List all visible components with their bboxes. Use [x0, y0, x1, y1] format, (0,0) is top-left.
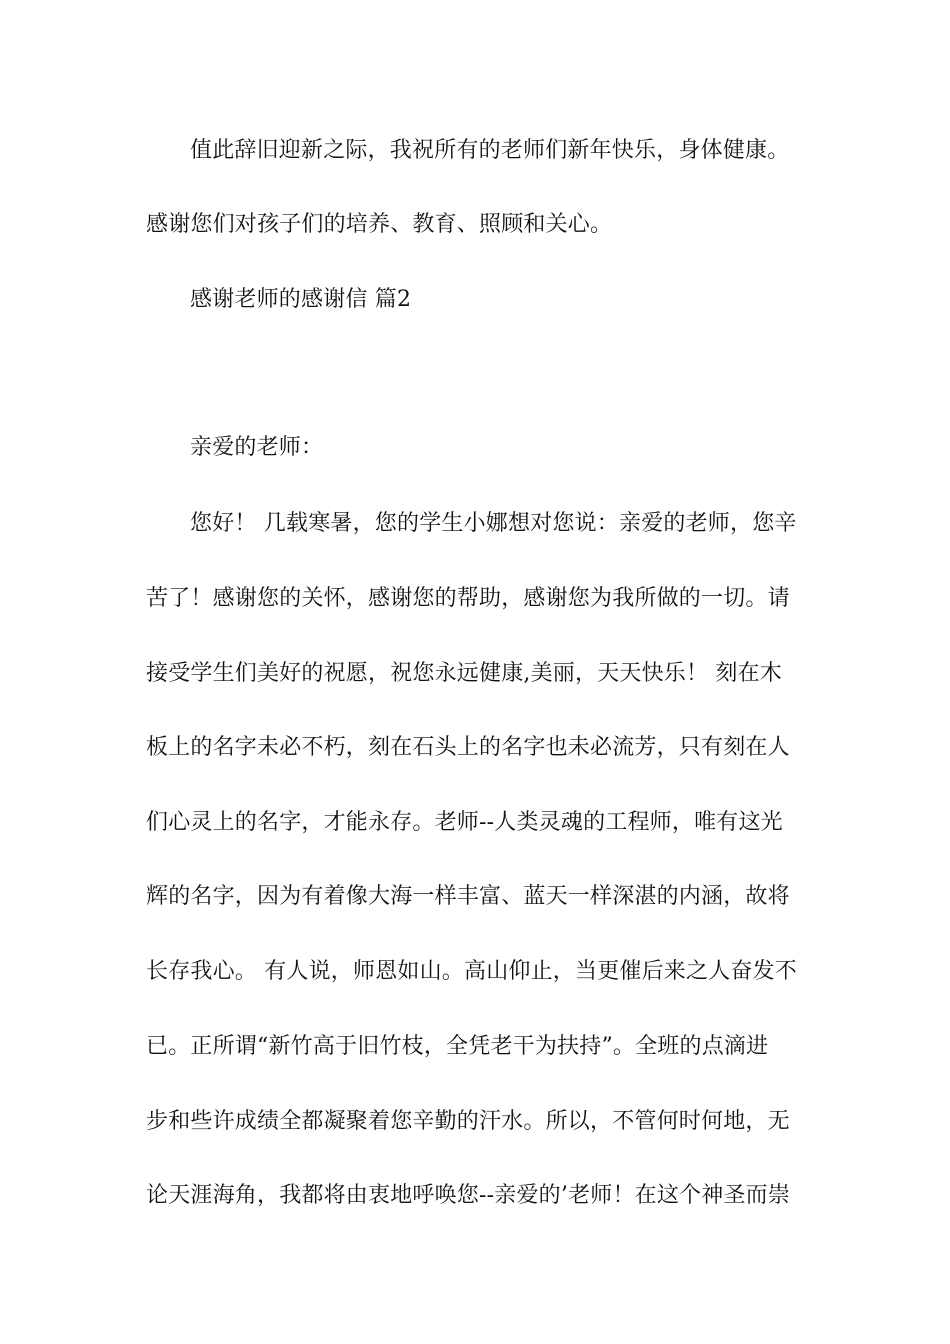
paragraph-line: 辉的名字，因为有着像大海一样丰富、蓝天一样深湛的内涵，故将: [146, 884, 790, 909]
paragraph-line: 值此辞旧迎新之际，我祝所有的老师们新年快乐，身体健康。: [190, 138, 790, 163]
salutation: 亲爱的老师：: [190, 435, 324, 460]
section-heading: 感谢老师的感谢信 篇2: [190, 287, 412, 312]
paragraph-line: 长存我心。 有人说，师恩如山。高山仰止，当更催后来之人奋发不: [146, 959, 797, 984]
paragraph-line: 板上的名字未必不朽，刻在石头上的名字也未必流芳，只有刻在人: [146, 735, 790, 760]
paragraph-line: 接受学生们美好的祝愿，祝您永远健康,美丽，天天快乐！ 刻在木: [146, 661, 782, 686]
paragraph-line: 们心灵上的名字，才能永存。老师--人类灵魂的工程师，唯有这光: [146, 810, 783, 835]
paragraph-line: 感谢您们对孩子们的培养、教育、照顾和关心。: [146, 212, 613, 237]
paragraph-line: 步和些许成绩全都凝聚着您辛勤的汗水。所以，不管何时何地，无: [146, 1109, 790, 1134]
paragraph-line: 您好！ 几载寒暑，您的学生小娜想对您说：亲爱的老师，您辛: [190, 511, 797, 536]
paragraph-line: 论天涯海角，我都将由衷地呼唤您--亲爱的’老师！在这个神圣而崇: [146, 1183, 791, 1208]
paragraph-line: 苦了！感谢您的关怀，感谢您的帮助，感谢您为我所做的一切。请: [146, 586, 790, 611]
paragraph-line: 已。正所谓“新竹高于旧竹枝，全凭老干为扶持”。全班的点滴进: [146, 1034, 769, 1059]
